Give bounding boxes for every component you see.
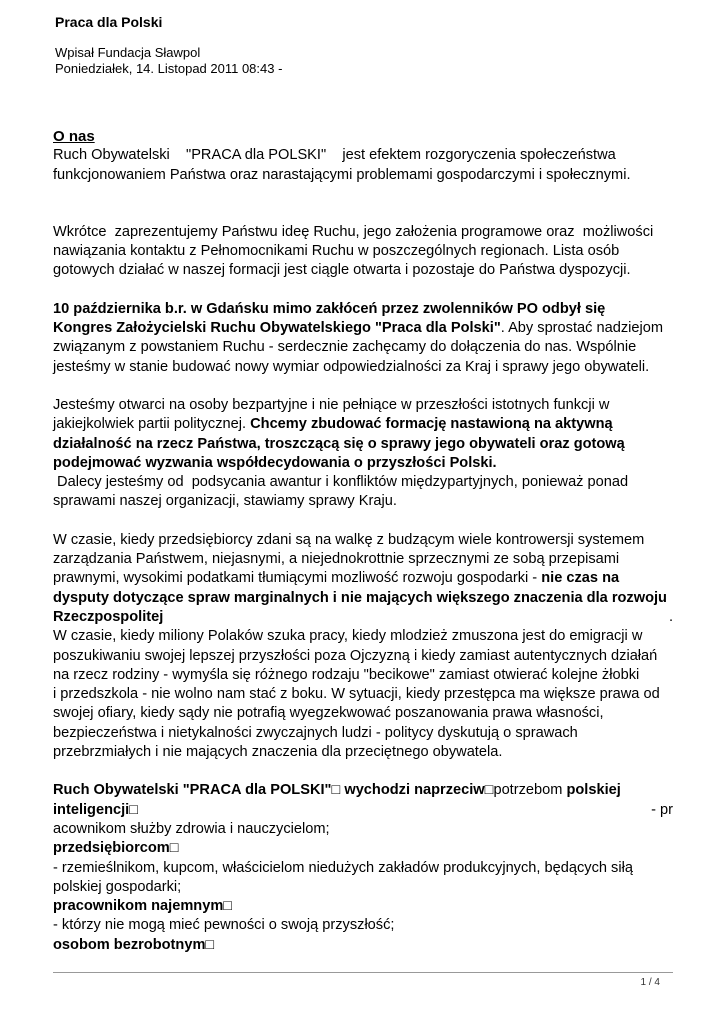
- bold-text: przedsiębiorcom□: [53, 840, 179, 857]
- text-line: związanym z powstaniem Ruchu - serdecznie zachęcamy do dołączenia do nas. Wspólnie: [53, 339, 637, 356]
- paragraph-1: [53, 146, 673, 185]
- text-line: W czasie, kiedy miliony Polaków szuka pracy, kiedy mlodzież zmuszona jest do emigracji w: [53, 628, 643, 645]
- text-line: jesteśmy w stanie budować nowy wymiar odpowiedzialności za Kraj i sprawy jego obywateli.: [53, 358, 650, 375]
- bold-text: polskiej: [566, 782, 621, 799]
- paragraph-4: [53, 396, 673, 512]
- article-meta: [55, 45, 282, 77]
- text-line: przebrzmiałych i nie mających znaczenia dla przeciętnego obywatela.: [53, 744, 503, 761]
- page-number: 1 / 4: [640, 977, 660, 988]
- section-title: O nas: [53, 128, 95, 145]
- paragraph-6: [53, 781, 673, 955]
- bold-text: Kongres Założycielski Ruchu Obywatelskiego "Praca dla Polski": [53, 320, 501, 337]
- text-line: W czasie, kiedy przedsiębiorcy zdani są na walkę z budzącym wiele kontrowersji systemem: [53, 531, 645, 548]
- text-line: Ruch Obywatelski "PRACA dla POLSKI" jest efektem rozgoryczenia społeczeństwa: [53, 147, 616, 164]
- text-span: prawnymi, wysokimi podatkami tłumiącymi mozliwość rozwoju gospodarki -: [53, 570, 542, 587]
- text-line: zarządzania Państwem, niejasnymi, a niejednokrottnie sprzecznymi ze sobą przepisami: [53, 551, 620, 568]
- text-line: acownikom służby zdrowia i nauczycielom;: [53, 820, 330, 837]
- bold-text: Rzeczpospolitej: [53, 608, 164, 625]
- bold-text: nie czas na: [541, 570, 620, 587]
- text-span: - pr: [651, 801, 673, 818]
- bold-text: inteligencji□: [53, 801, 139, 818]
- bold-text: dysputy dotyczące spraw marginalnych i nie mających większego znaczenia dla rozwoju: [53, 589, 667, 606]
- text-line: - którzy nie mogą mieć pewności o swoją przyszłość;: [53, 917, 395, 934]
- text-line: i przedszkola - nie wolno nam stać z boku. W sytuacji, kiedy przestępca ma większe prawa od: [53, 686, 660, 703]
- bold-text: podejmować wyzwania współdecydowania o przyszłości Polski.: [53, 454, 497, 471]
- author-line: Wpisał Fundacja Sławpol: [55, 45, 201, 60]
- paragraph-3: [53, 300, 673, 377]
- text-line: nawiązania kontaktu z Pełnomocnikami Ruchu w poszczególnych regionach. Lista osób: [53, 243, 620, 260]
- bold-text: Ruch Obywatelski "PRACA dla POLSKI"□ wychodzi naprzeciw□: [53, 782, 494, 799]
- text-span: jakiejkolwiek partii politycznej.: [53, 416, 251, 433]
- text-line: bezpieczeństwa i nietykalności zwyczajnych ludzi - politycy dyskutują o sprawach: [53, 724, 578, 741]
- bold-text: pracownikom najemnym□: [53, 898, 233, 915]
- article-body: [53, 127, 673, 955]
- bold-text: Chcemy zbudować formację nastawioną na aktywną: [250, 416, 613, 433]
- text-line: sprawami naszej organizacji, stawiamy sprawy Kraju.: [53, 493, 397, 510]
- text-line: funkcjonowaniem Państwa oraz narastającymi problemami gospodarczymi i społecznymi.: [53, 166, 631, 183]
- text-line: Jesteśmy otwarci na osoby bezpartyjne i nie pełniące w przeszłości istotnych funkcji w: [53, 396, 610, 413]
- bold-text: 10 października b.r. w Gdańsku mimo zakłóceń przez zwolenników PO odbył się: [53, 300, 606, 317]
- text-line: gotowych działać w naszej formacji jest ciągle otwarta i pozostaje do Państwa dyspozycji.: [53, 262, 631, 279]
- bold-text: działalność na rzecz Państwa, troszczącą się o sprawy jego obywateli oraz gotową: [53, 435, 625, 452]
- text-line: na rzecz rodziny - wymyśla się różnego rodzaju "becikowe" zamiast otwierać kolejne żłobki: [53, 666, 640, 683]
- text-line: poszukiwaniu swojej lepszej przyszłości poza Ojczyzną i kiedy zamiast autentycznych działań: [53, 647, 658, 664]
- footer-divider: [53, 972, 673, 973]
- text-line: polskiej gospodarki;: [53, 878, 182, 895]
- paragraph-2: [53, 223, 673, 281]
- bold-text: osobom bezrobotnym□: [53, 936, 215, 953]
- text-span: potrzebom: [493, 782, 567, 799]
- text-line: Wkrótce zaprezentujemy Państwu ideę Ruchu, jego założenia programowe oraz możliwości: [53, 223, 654, 240]
- page-header-title: Praca dla Polski: [55, 14, 163, 30]
- paragraph-5: [53, 531, 673, 763]
- date-line: Poniedziałek, 14. Listopad 2011 08:43 -: [55, 61, 283, 76]
- text-line: swojej ofiary, kiedy sądy nie potrafią wyegzekwować poszanowania prawa własności,: [53, 705, 604, 722]
- text-line: - rzemieślnikom, kupcom, właścicielom niedużych zakładów produkcyjnych, będących siłą: [53, 859, 633, 876]
- text-span: .: [668, 608, 673, 625]
- text-span: . Aby sprostać nadziejom: [500, 320, 663, 337]
- text-line: Dalecy jesteśmy od podsycania awantur i konfliktów międzypartyjnych, ponieważ ponad: [53, 474, 629, 491]
